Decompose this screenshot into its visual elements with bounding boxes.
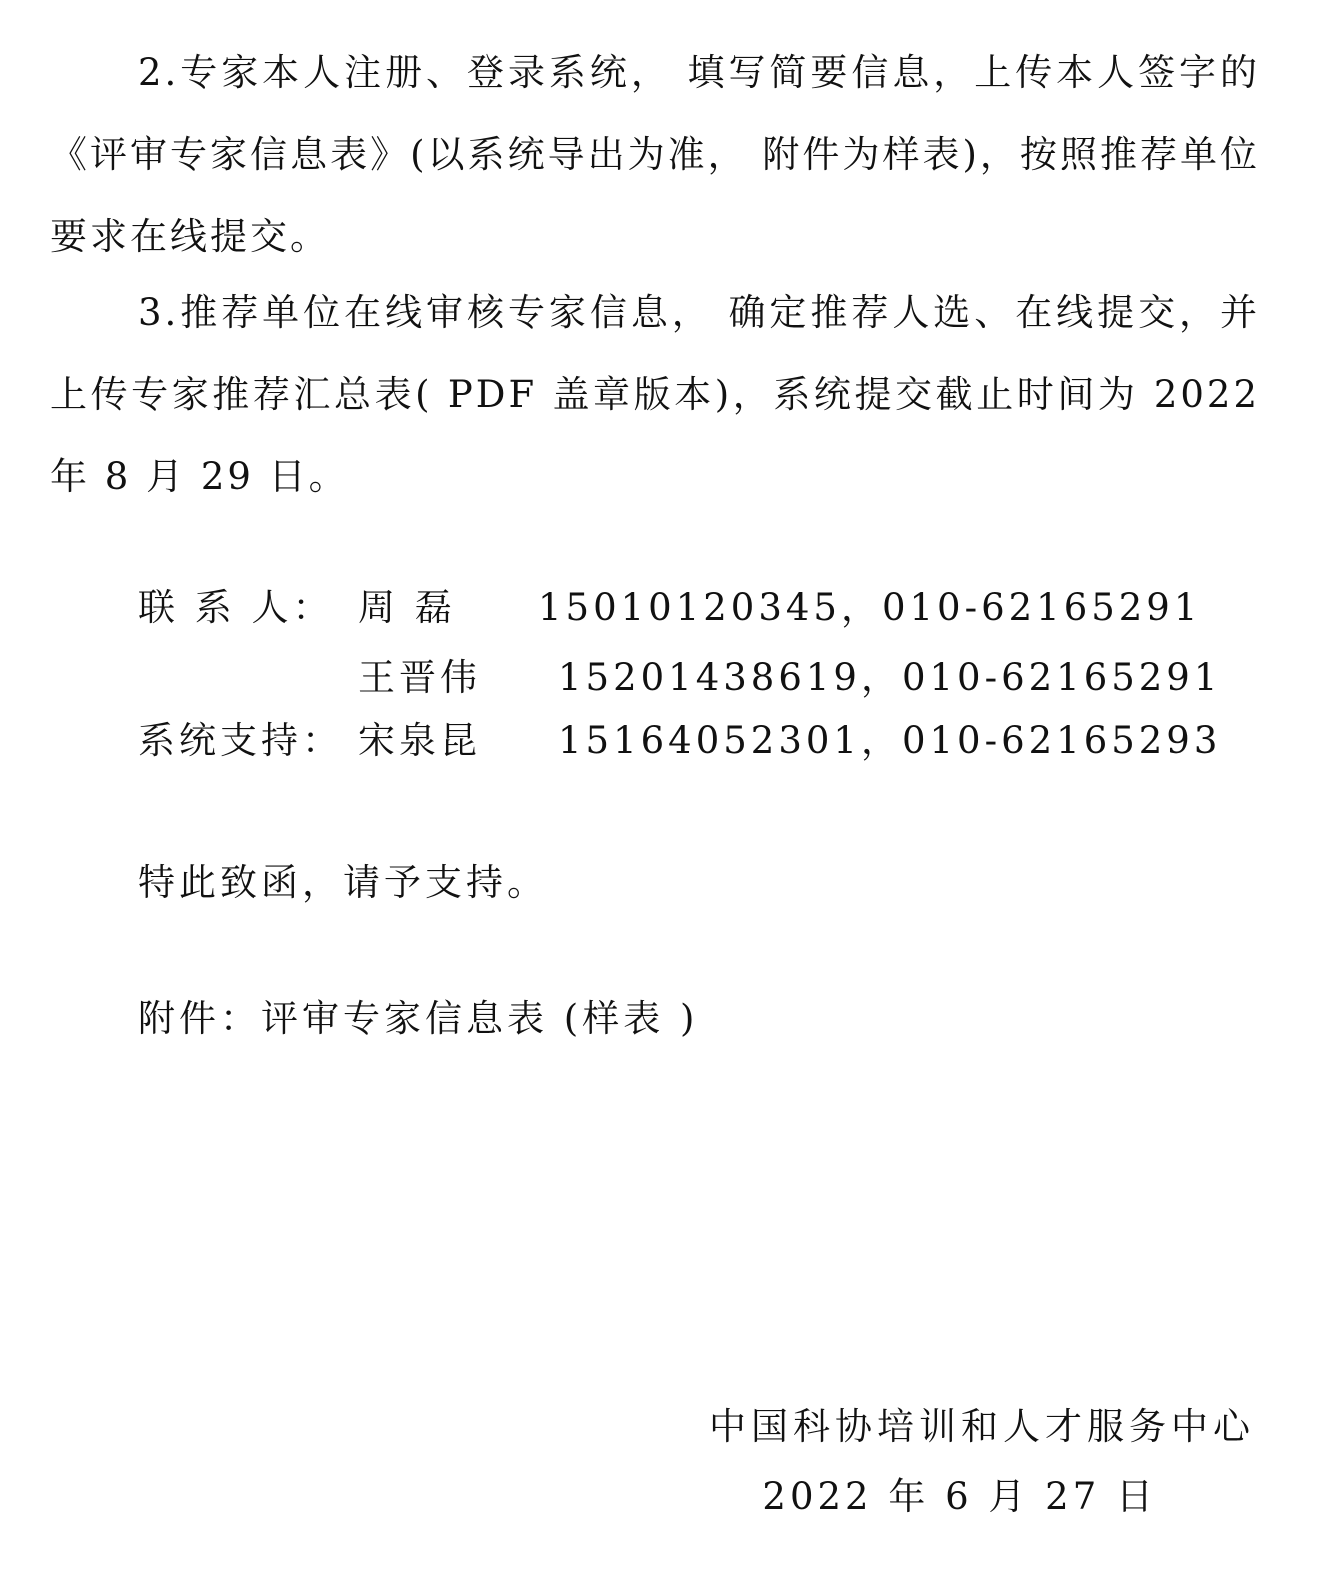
contact-name: 周 磊 [358,586,456,629]
attachment-note: 附件：评审专家信息表 (样表 ) [138,997,699,1040]
signature-organization: 中国科协培训和人才服务中心 [709,1405,1255,1448]
support-row [0,718,1317,768]
signature-date: 2022 年 6 月 27 日 [762,1475,1157,1518]
contact-name: 王晋伟 [358,656,481,699]
support-phone: 15164052301，010-62165293 [558,719,1222,762]
contact-phone: 15010120345，010-62165291 [538,586,1202,629]
paragraph-item-2: 2.专家本人注册、登录系统， 填写简要信息，上传本人签字的 《评审专家信息表》(以系统导出为准， 附件为样表)，按照推荐单位要求在线提交。 [50,51,1260,258]
contact-row [0,655,1317,705]
contact-label: 联 系 人： [138,586,334,629]
support-label: 系统支持： [138,719,343,762]
support-name: 宋泉昆 [358,719,481,762]
contact-phone: 15201438619，010-62165291 [558,656,1222,699]
contact-row [0,585,1317,635]
closing-text: 特此致函，请予支持。 [138,861,548,904]
paragraph-item-3: 3.推荐单位在线审核专家信息， 确定推荐人选、在线提交，并上传专家推荐汇总表( PDF 盖章版本)，系统提交截止时间为 2022 年 8 月 29 日。 [50,291,1260,498]
